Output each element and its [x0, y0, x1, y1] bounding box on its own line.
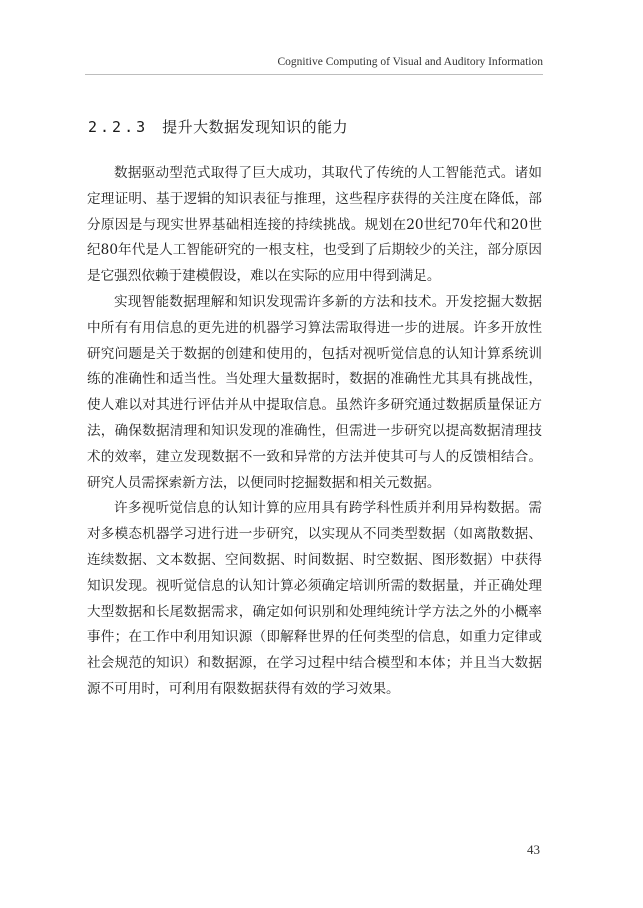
- section-title: 提升大数据发现知识的能力: [162, 118, 349, 136]
- section-heading: [88, 116, 348, 137]
- section-number: 2.2.3: [88, 118, 149, 136]
- page-number: 43: [527, 842, 540, 857]
- body-text: [87, 161, 542, 703]
- running-header: Cognitive Computing of Visual and Auditory Information: [85, 56, 543, 75]
- paragraph-2: 实现智能数据理解和知识发现需许多新的方法和技术。开发挖掘大数据中所有有用信息的更先进的机器学习算法需取得进一步的进展。许多开放性研究问题是关于数据的创建和使用的，包括对视听觉信息的认知计算系统训练的准确性和适当性。当处理大量数据时，数据的准确性尤其具有挑战性，使人难以对其进行评估并从中提取信息。虽然许多研究通过数据质量保证方法，确保数据清理和知识发现的准确性，但需进一步研究以提高数据清理技术的效率，建立发现数据不一致和异常的方法并使其可与人的反馈相结合。研究人员需探索新方法，以便同时挖掘数据和相关元数据。: [87, 293, 542, 491]
- paragraph-1: 数据驱动型范式取得了巨大成功，其取代了传统的人工智能范式。诸如定理证明、基于逻辑的知识表征与推理，这些程序获得的关注度在降低，部分原因是与现实世界基础相连接的持续挑战。规划在20世纪70年代和20世纪80年代是人工智能研究的一根支柱，也受到了后期较少的关注，部分原因是它强烈依赖于建模假设，难以在实际的应用中得到满足。: [87, 165, 542, 285]
- paragraph-3: 许多视听觉信息的认知计算的应用具有跨学科性质并利用异构数据。需对多模态机器学习进行进一步研究，以实现从不同类型数据（如离散数据、连续数据、文本数据、空间数据、时间数据、时空数据、图形数据）中获得知识发现。视听觉信息的认知计算必须确定培训所需的数据量，并正确处理大型数据和长尾数据需求，确定如何识别和处理纯统计学方法之外的小概率事件；在工作中利用知识源（即解释世界的任何类型的信息，如重力定律或社会规范的知识）和数据源，在学习过程中结合模型和本体；并且当大数据源不可用时，可利用有限数据获得有效的学习效果。: [87, 500, 542, 697]
